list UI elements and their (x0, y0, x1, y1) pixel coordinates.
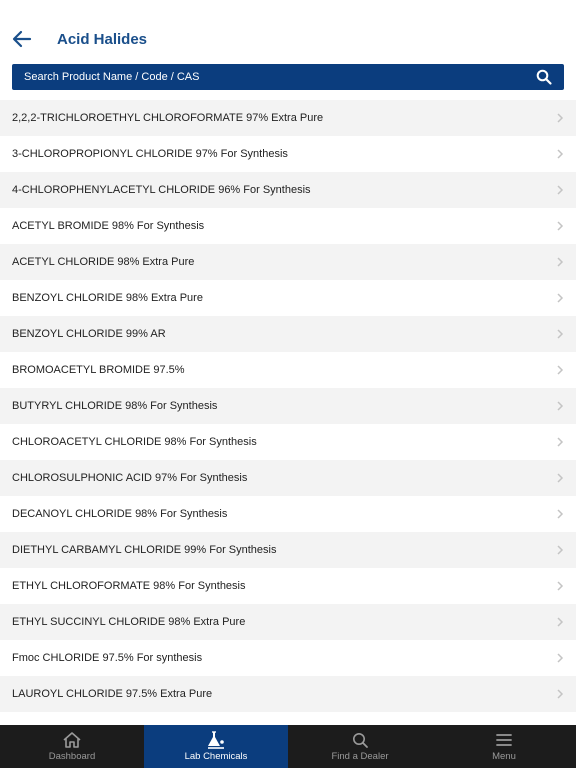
product-list (0, 100, 576, 725)
list-item[interactable] (0, 604, 576, 640)
list-item[interactable] (0, 424, 576, 460)
product-name: BUTYRYL CHLORIDE 98% For Synthesis (12, 400, 218, 412)
list-item[interactable] (0, 280, 576, 316)
list-item[interactable] (0, 172, 576, 208)
tab-lab-chemicals[interactable] (144, 725, 288, 768)
chevron-right-icon (554, 580, 566, 592)
home-icon (62, 731, 82, 749)
chevron-right-icon (554, 256, 566, 268)
list-item[interactable] (0, 208, 576, 244)
tab-label: Lab Chemicals (184, 751, 248, 762)
list-item[interactable] (0, 532, 576, 568)
list-item[interactable] (0, 244, 576, 280)
list-item[interactable] (0, 676, 576, 712)
tab-label: Find a Dealer (331, 751, 389, 762)
bottom-tab-bar (0, 725, 576, 768)
hamburger-icon (494, 731, 514, 749)
search-icon[interactable] (536, 69, 552, 85)
chevron-right-icon (554, 508, 566, 520)
chevron-right-icon (554, 688, 566, 700)
chevron-right-icon (554, 328, 566, 340)
chevron-right-icon (554, 148, 566, 160)
tab-label: Dashboard (48, 751, 96, 762)
product-name: BROMOACETYL BROMIDE 97.5% (12, 364, 185, 376)
product-name: CHLOROSULPHONIC ACID 97% For Synthesis (12, 472, 248, 484)
product-name: 4-CHLOROPHENYLACETYL CHLORIDE 96% For Synthesis (12, 184, 311, 196)
app-header (0, 0, 576, 62)
list-item[interactable] (0, 316, 576, 352)
product-name: ACETYL BROMIDE 98% For Synthesis (12, 220, 205, 232)
chevron-right-icon (554, 544, 566, 556)
list-item[interactable] (0, 568, 576, 604)
product-name: DIETHYL CARBAMYL CHLORIDE 99% For Synthesis (12, 544, 277, 556)
list-item[interactable] (0, 460, 576, 496)
list-item[interactable] (0, 352, 576, 388)
search-input[interactable] (12, 64, 522, 90)
list-item[interactable] (0, 496, 576, 532)
chevron-right-icon (554, 292, 566, 304)
product-name: BENZOYL CHLORIDE 99% AR (12, 328, 166, 340)
search-icon (350, 731, 370, 749)
product-name: ETHYL CHLOROFORMATE 98% For Synthesis (12, 580, 246, 592)
chevron-right-icon (554, 184, 566, 196)
tab-dashboard[interactable] (0, 725, 144, 768)
flask-icon (206, 731, 226, 749)
list-item[interactable] (0, 136, 576, 172)
product-name: Fmoc CHLORIDE 97.5% For synthesis (12, 652, 203, 664)
page-title: Acid Halides (57, 31, 148, 48)
chevron-right-icon (554, 472, 566, 484)
tab-menu[interactable] (432, 725, 576, 768)
product-name: BENZOYL CHLORIDE 98% Extra Pure (12, 292, 203, 304)
search-bar (12, 64, 564, 90)
product-name: ETHYL SUCCINYL CHLORIDE 98% Extra Pure (12, 616, 246, 628)
chevron-right-icon (554, 436, 566, 448)
chevron-right-icon (554, 652, 566, 664)
product-name: 2,2,2-TRICHLOROETHYL CHLOROFORMATE 97% Extra Pure (12, 112, 324, 124)
chevron-right-icon (554, 112, 566, 124)
list-item[interactable] (0, 388, 576, 424)
product-name: LAUROYL CHLORIDE 97.5% Extra Pure (12, 688, 213, 700)
list-item[interactable] (0, 100, 576, 136)
chevron-right-icon (554, 364, 566, 376)
product-name: CHLOROACETYL CHLORIDE 98% For Synthesis (12, 436, 257, 448)
product-name: 3-CHLOROPROPIONYL CHLORIDE 97% For Synthesis (12, 148, 288, 160)
tab-find-a-dealer[interactable] (288, 725, 432, 768)
chevron-right-icon (554, 220, 566, 232)
tab-label: Menu (492, 751, 516, 762)
back-arrow-icon[interactable] (10, 27, 34, 51)
product-name: DECANOYL CHLORIDE 98% For Synthesis (12, 508, 228, 520)
product-name: ACETYL CHLORIDE 98% Extra Pure (12, 256, 195, 268)
chevron-right-icon (554, 400, 566, 412)
chevron-right-icon (554, 616, 566, 628)
list-item[interactable] (0, 640, 576, 676)
